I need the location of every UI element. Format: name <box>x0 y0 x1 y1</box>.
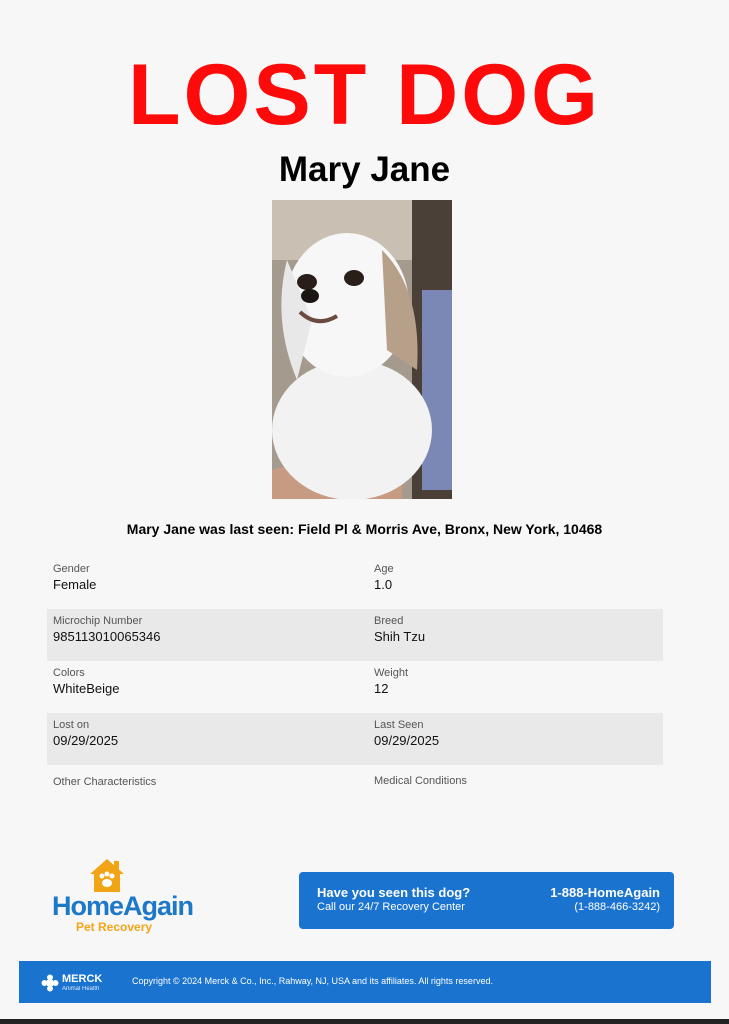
details-row <box>47 557 663 609</box>
details-row <box>47 661 663 713</box>
merck-logo <box>41 972 111 996</box>
merck-name: MERCK <box>62 973 103 985</box>
pet-name: Mary Jane <box>278 150 451 189</box>
cta-question: Have you seen this dog? <box>317 885 471 900</box>
breed-value: Shih Tzu <box>374 629 426 644</box>
colors-value: WhiteBeige <box>53 681 120 696</box>
logo-subtitle: Pet Recovery <box>76 920 153 934</box>
gender-label: Gender <box>53 563 90 575</box>
microchip-value: 985113010065346 <box>53 629 161 644</box>
merck-subtitle: Animal Health <box>62 986 100 992</box>
phone-number[interactable]: (1-888-466-3242) <box>574 901 660 913</box>
copyright-text: Copyright © 2024 Merck & Co., Inc., Rahway, NJ, USA and its affiliates. All rights reserved. <box>132 976 493 986</box>
microchip-cell <box>53 615 161 645</box>
medical-conditions-cell <box>374 775 467 788</box>
breed-label: Breed <box>374 615 404 627</box>
poster-title: LOST DOG <box>127 47 602 143</box>
pet-details-table <box>47 557 663 817</box>
breed-cell <box>374 615 425 645</box>
last-seen-cell <box>374 719 439 749</box>
homeagain-logo <box>52 855 222 935</box>
bottom-divider <box>0 1019 729 1024</box>
other-characteristics-label: Other Characteristics <box>53 776 157 788</box>
lost-on-cell <box>53 719 118 749</box>
last-seen-label: Last Seen <box>374 719 424 731</box>
gender-value: Female <box>53 577 97 592</box>
last-seen-location: Mary Jane was last seen: Field Pl & Morris Ave, Bronx, New York, 10468 <box>126 521 603 537</box>
weight-value: 12 <box>374 681 389 696</box>
footer-bar <box>19 961 711 1003</box>
age-cell <box>374 563 394 593</box>
lost-on-label: Lost on <box>53 719 90 731</box>
weight-cell <box>374 667 408 697</box>
gender-cell <box>53 563 96 593</box>
details-row <box>47 765 663 817</box>
merck-icon <box>41 974 59 992</box>
medical-conditions-label: Medical Conditions <box>374 775 467 787</box>
age-value: 1.0 <box>374 577 393 592</box>
weight-label: Weight <box>374 667 409 679</box>
phone-name[interactable]: 1-888-HomeAgain <box>550 885 660 900</box>
recovery-center-banner[interactable] <box>299 872 674 929</box>
lost-on-value: 09/29/2025 <box>53 733 119 748</box>
microchip-label: Microchip Number <box>53 615 143 627</box>
colors-label: Colors <box>53 667 85 679</box>
logo-name: HomeAgain <box>52 891 194 921</box>
colors-cell <box>53 667 119 697</box>
cta-subtext: Call our 24/7 Recovery Center <box>317 901 465 913</box>
age-label: Age <box>374 563 394 575</box>
last-seen-value: 09/29/2025 <box>374 733 440 748</box>
other-characteristics-cell <box>53 776 156 789</box>
dog-photo <box>272 200 452 499</box>
details-row <box>47 609 663 661</box>
details-row <box>47 713 663 765</box>
